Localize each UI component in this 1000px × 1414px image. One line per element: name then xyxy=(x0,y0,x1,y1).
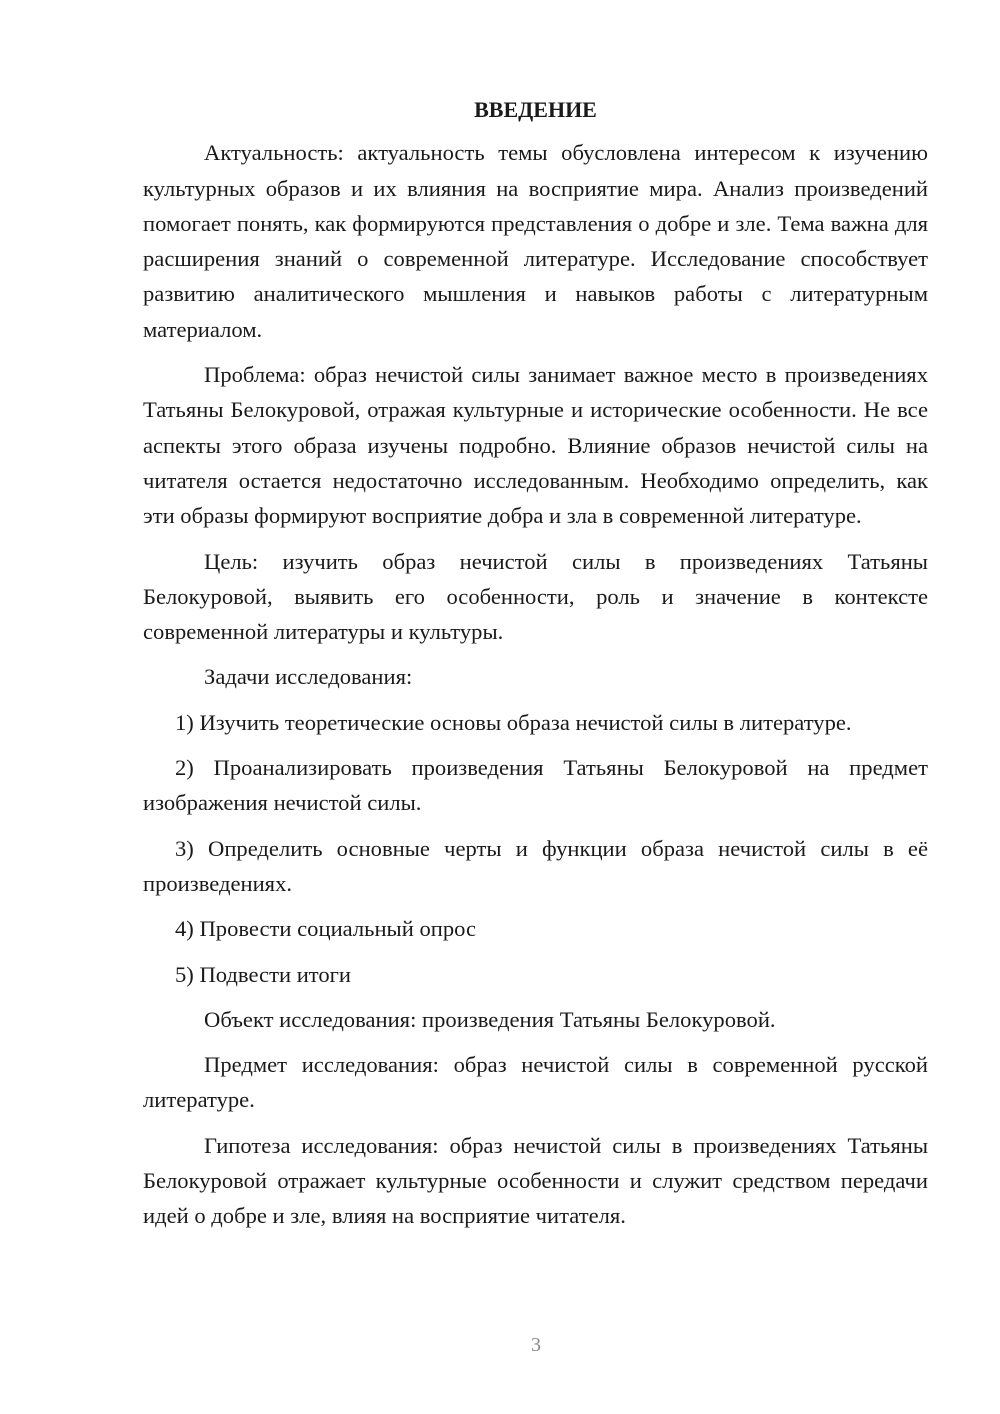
paragraph-goal: Цель: изучить образ нечистой силы в произведениях Татьяны Белокуровой, выявить его особенности, роль и значение в контексте современной литературы и культуры. xyxy=(143,548,928,645)
task-item-5: 5) Подвести итоги xyxy=(175,961,352,987)
document-page xyxy=(143,92,928,1234)
paragraph-object: Объект исследования: произведения Татьяны Белокуровой. xyxy=(204,1006,776,1032)
task-item-4: 4) Провести социальный опрос xyxy=(175,916,477,942)
section-heading: ВВЕДЕНИЕ xyxy=(474,97,597,122)
paragraph-problem: Проблема: образ нечистой силы занимает важное место в произведениях Татьяны Белокуровой, отражая культурные и исторические особенности. Не все аспекты этого образа изучены подробно. Влияние образов нечистой силы на читателя остается недостаточно исследованным. Необходимо определить, как эти образы формируют восприятие добра и зла в современной литературе. xyxy=(143,362,928,529)
page-number: 3 xyxy=(531,1334,541,1356)
task-item-3: 3) Определить основные черты и функции образа нечистой силы в её произведениях. xyxy=(143,835,928,896)
paragraph-subject: Предмет исследования: образ нечистой силы в современной русской литературе. xyxy=(143,1052,928,1113)
paragraph-hypothesis: Гипотеза исследования: образ нечистой силы в произведениях Татьяны Белокуровой отражает культурные особенности и служит средством передачи идей о добре и зле, влияя на восприятие читателя. xyxy=(143,1132,928,1229)
paragraph-relevance: Актуальность: актуальность темы обусловлена интересом к изучению культурных образов и их влияния на восприятие мира. Анализ произведений помогает понять, как формируются представления о добре и зле. Тема важна для расширения знаний о современной литературе. Исследование способствует развитию аналитического мышления и навыков работы с литературным материалом. xyxy=(143,140,928,342)
tasks-title: Задачи исследования: xyxy=(204,664,413,690)
task-item-2: 2) Проанализировать произведения Татьяны Белокуровой на предмет изображения нечистой силы. xyxy=(143,755,928,816)
task-item-1: 1) Изучить теоретические основы образа нечистой силы в литературе. xyxy=(175,709,852,735)
